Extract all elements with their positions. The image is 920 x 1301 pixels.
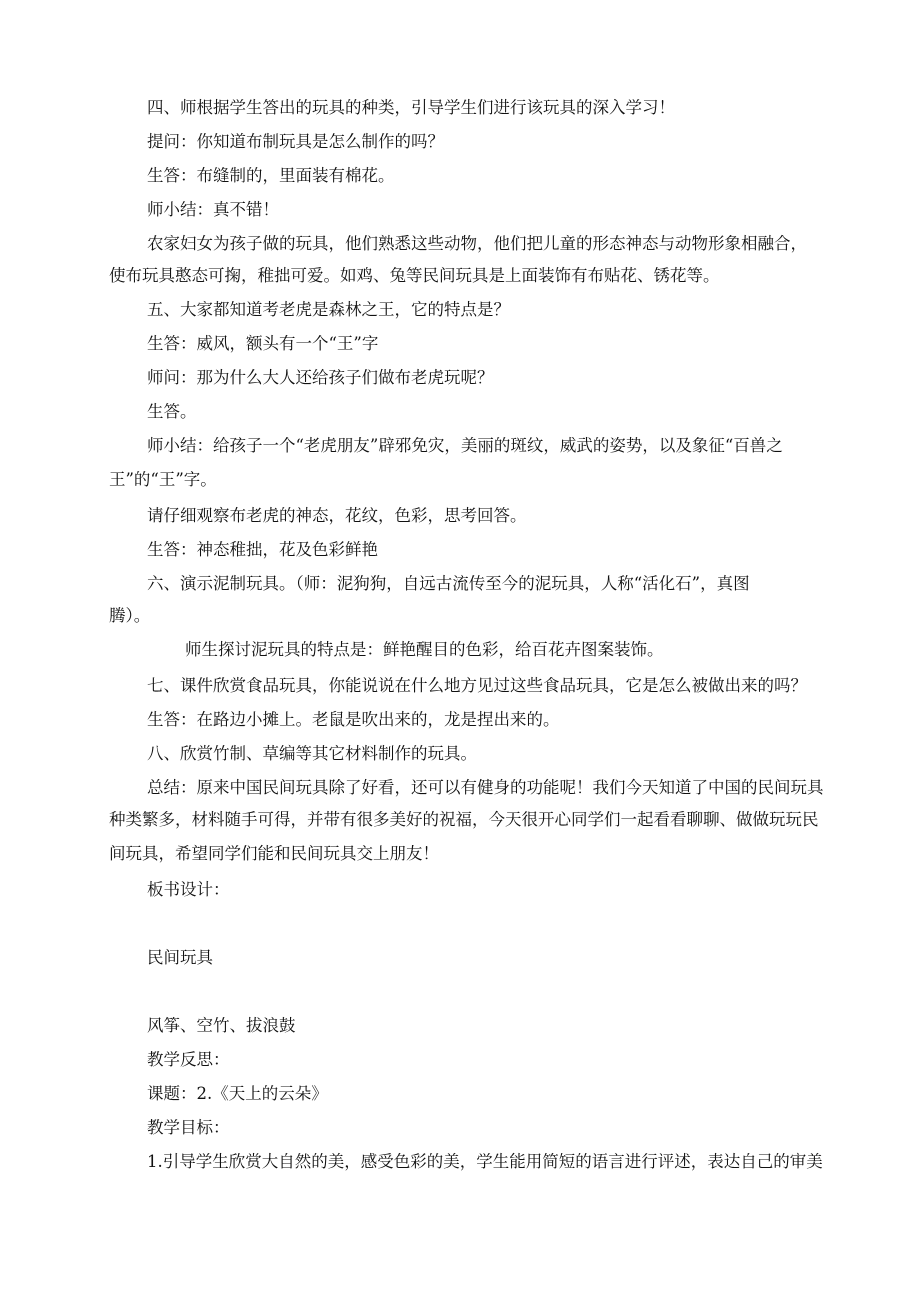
paragraph-line: 请仔细观察布老虎的神态，花纹，色彩，思考回答。 [147,506,527,525]
paragraph-line: 总结：原来中国民间玩具除了好看，还可以有健身的功能呢！我们今天知道了中国的民间玩具 [147,778,824,797]
paragraph-line: 生答：在路边小摊上。老鼠是吹出来的，龙是捏出来的。 [147,710,560,729]
paragraph-line: 王”的“王”字。 [109,470,217,489]
paragraph-line: 生答：威风，额头有一个“王”字 [147,334,379,353]
paragraph-line: 六、演示泥制玩具。（师：泥狗狗，自远古流传至今的泥玩具，人称“活化石”，真图 [147,574,750,593]
paragraph-line: 五、大家都知道考老虎是森林之王，它的特点是？ [147,300,510,319]
reflection-heading: 教学反思： [147,1050,230,1069]
lesson-title: 课题：2.《天上的云朵》 [147,1084,328,1103]
paragraph-line: 八、欣赏竹制、草编等其它材料制作的玩具。 [147,744,477,763]
blackboard-design-heading: 板书设计： [147,880,230,899]
paragraph-line: 四、师根据学生答出的玩具的种类，引导学生们进行该玩具的深入学习！ [147,98,675,117]
blackboard-title: 民间玩具 [147,948,213,967]
paragraph-line: 生答：布缝制的，里面装有棉花。 [147,166,395,185]
paragraph-line: 师小结：给孩子一个“老虎朋友”辟邪免灾，美丽的斑纹，威武的姿势，以及象征“百兽之 [147,436,783,455]
paragraph-line: 生答：神态稚拙，花及色彩鲜艳 [147,540,378,559]
paragraph-line: 1.引导学生欣赏大自然的美，感受色彩的美，学生能用简短的语言进行评述，表达自己的审美 [147,1152,823,1171]
objectives-heading: 教学目标： [147,1118,230,1137]
paragraph-line: 使布玩具憨态可掬，稚拙可爱。如鸡、兔等民间玩具是上面装饰有布贴花、锈花等。 [109,266,720,285]
paragraph-line: 提问：你知道布制玩具是怎么制作的吗？ [147,132,444,151]
paragraph-line: 生答。 [147,402,197,421]
paragraph-line: 种类繁多，材料随手可得，并带有很多美好的祝福，今天很开心同学们一起看看聊聊、做做玩玩民 [109,810,819,829]
paragraph-line: 师问：那为什么大人还给孩子们做布老虎玩呢？ [147,368,494,387]
paragraph-line: 间玩具，希望同学们能和民间玩具交上朋友！ [109,844,439,863]
paragraph-line: 七、课件欣赏食品玩具，你能说说在什么地方见过这些食品玩具，它是怎么被做出来的吗？ [147,676,807,695]
paragraph-line: 师生探讨泥玩具的特点是：鲜艳醒目的色彩，给百花卉图案装饰。 [185,640,664,659]
paragraph-line: 腾）。 [109,606,151,625]
paragraph-line: 师小结：真不错！ [147,200,279,219]
paragraph-line: 农家妇女为孩子做的玩具，他们熟悉这些动物，他们把儿童的形态神态与动物形象相融合， [147,234,807,253]
blackboard-items: 风筝、空竹、拔浪鼓 [147,1016,296,1035]
